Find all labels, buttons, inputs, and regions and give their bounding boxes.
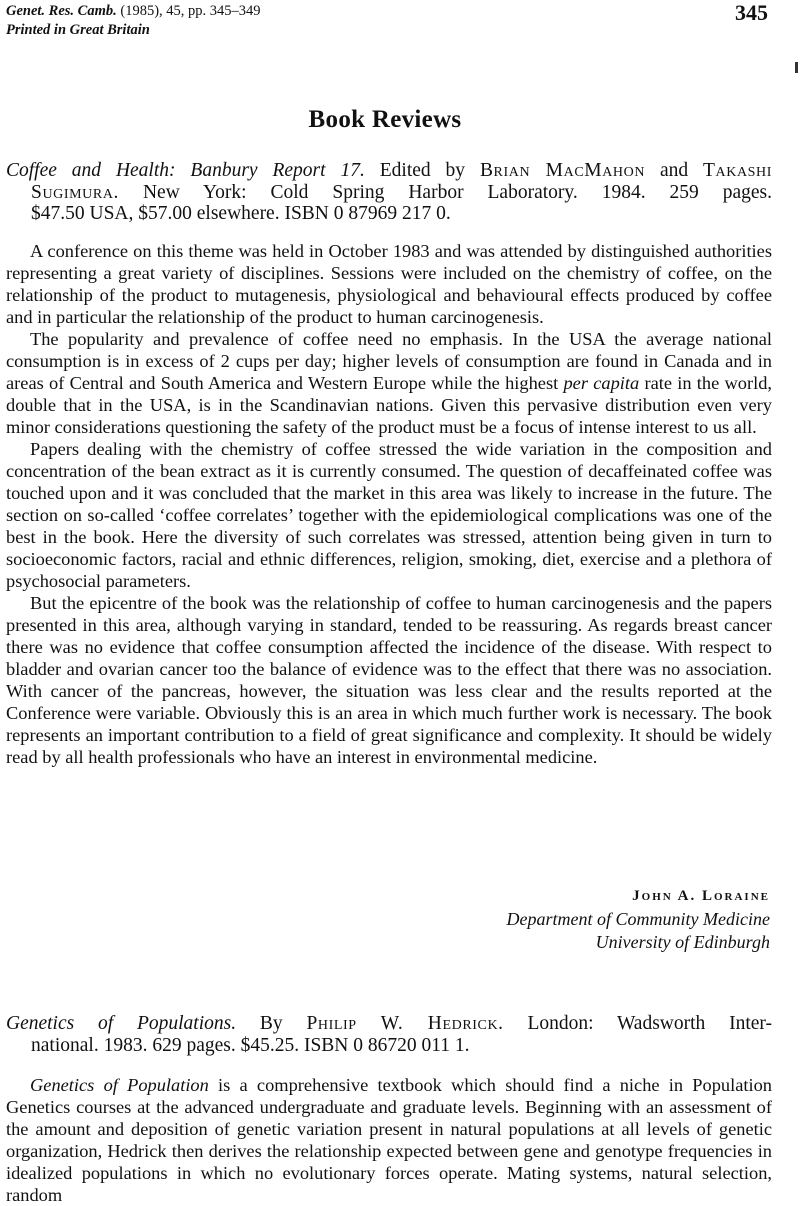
edited-by: Edited by bbox=[379, 160, 466, 181]
book-title: Coffee and Health: Banbury Report 17. bbox=[6, 160, 365, 181]
citation-price: $47.50 USA, $57.00 elsewhere. ISBN 0 87969 217 0. bbox=[31, 203, 451, 224]
margin-mark bbox=[795, 62, 798, 73]
by-word: By bbox=[259, 1013, 283, 1034]
para2-italic: per capita bbox=[563, 373, 640, 393]
review-1-body bbox=[6, 240, 772, 768]
citation-line-2 bbox=[6, 182, 772, 204]
journal-name: Genet. Res. Camb. bbox=[6, 3, 117, 19]
citation-2-line-1 bbox=[6, 1013, 772, 1035]
reviewer-department: Department of Community Medicine bbox=[506, 909, 770, 929]
page-number: 345 bbox=[735, 0, 768, 25]
review-2-text: is a comprehensive textbook which should find a niche in Population Genetics courses at the advanced undergraduate and graduate levels. Beginning with an assessment of the amount and deposition of genetic variation present in natural populations at all levels of genetic organization, Hedrick then derives the relationship expected between gene and genotype frequencies in idealized populations in which no evolutionary forces operate. Mating systems, natural selection, random bbox=[6, 1075, 772, 1205]
review-2-citation bbox=[6, 1013, 772, 1056]
review-2-italic-title: Genetics of Population bbox=[30, 1075, 209, 1095]
reviewer-institution: University of Edinburgh bbox=[595, 932, 770, 952]
printed-in: Printed in Great Britain bbox=[6, 22, 150, 38]
para2-after: rate in the world, double that in the USA, is in the Scandinavian nations. Given this pervasive distribution even very minor considerations questioning the safety of the product must be a focus of intense interest to us all. bbox=[6, 373, 773, 437]
review-1-paragraph-1: A conference on this theme was held in October 1983 and was attended by distinguished authorities representing a great variety of disciplines. Sessions were included on the chemistry of coffee, on the relationship of the product to mutagenesis, physiological and behavioural effects produced by coffee and in particular the relationship of the product to human carcinogenesis. bbox=[6, 241, 772, 327]
citation-2-line-2: national. 1983. 629 pages. $45.25. ISBN 0 86720 011 1. bbox=[31, 1034, 470, 1056]
review-2-body bbox=[6, 1074, 772, 1206]
section-title: Book Reviews bbox=[308, 106, 462, 133]
editor-2-first: Takashi bbox=[703, 160, 773, 181]
publisher-2-line-1: London: Wadsworth Inter- bbox=[527, 1013, 773, 1034]
para2-before: The popularity and prevalence of coffee need no emphasis. In the USA the average national consumption is in excess of 2 cups per day; higher levels of consumption are found in Canada and in areas of Central and South America and Western Europe while the highest bbox=[6, 329, 772, 393]
editor-1: Brian MacMahon bbox=[479, 160, 646, 181]
editor-2-last: Sugimura. bbox=[31, 181, 120, 203]
citation-line-1 bbox=[6, 160, 772, 182]
running-head bbox=[6, 2, 261, 40]
and-word: and bbox=[659, 160, 689, 181]
publisher: New York: Cold Spring Harbor Laboratory. 1984. 259 pages. bbox=[142, 181, 772, 203]
review-2-paragraph-1 bbox=[6, 1074, 772, 1206]
reviewer-name: John A. Loraine bbox=[632, 888, 770, 904]
book-2-author: Philip W. Hedrick. bbox=[306, 1013, 504, 1034]
review-1-paragraph-3: Papers dealing with the chemistry of coffee stressed the wide variation in the composition and concentration of the bean extract as it is currently consumed. The question of decaffeinated coffee was touched upon and it was concluded that the market in this area was likely to increase in the future. The section on so-called ‘coffee correlates’ together with the epidemiological complications was one of the best in the book. Here the diversity of such correlates was stressed, attention being given in turn to socioeconomic factors, racial and ethnic differences, religion, smoking, diet, exercise and a plethora of psychosocial parameters. bbox=[6, 439, 772, 591]
reviewer-signature bbox=[507, 885, 770, 954]
book-2-title: Genetics of Populations. bbox=[6, 1013, 237, 1034]
volume-pages: (1985), 45, pp. 345–349 bbox=[120, 3, 261, 19]
review-1-citation bbox=[6, 160, 772, 225]
review-1-paragraph-2 bbox=[6, 328, 772, 438]
review-1-paragraph-4: But the epicentre of the book was the relationship of coffee to human carcinogenesis and the papers presented in this area, although varying in standard, tended to be reassuring. As regards breast cancer there was no evidence that coffee consumption affected the incidence of the disease. With respect to bladder and ovarian cancer too the balance of evidence was to the effect that there was no association. With cancer of the pancreas, however, the situation was less clear and the results reported at the Conference were variable. Obviously this is an area in which much further work is necessary. The book represents an important contribution to a field of great significance and complexity. It should be widely read by all health professionals who have an interest in environmental medicine. bbox=[6, 593, 772, 767]
